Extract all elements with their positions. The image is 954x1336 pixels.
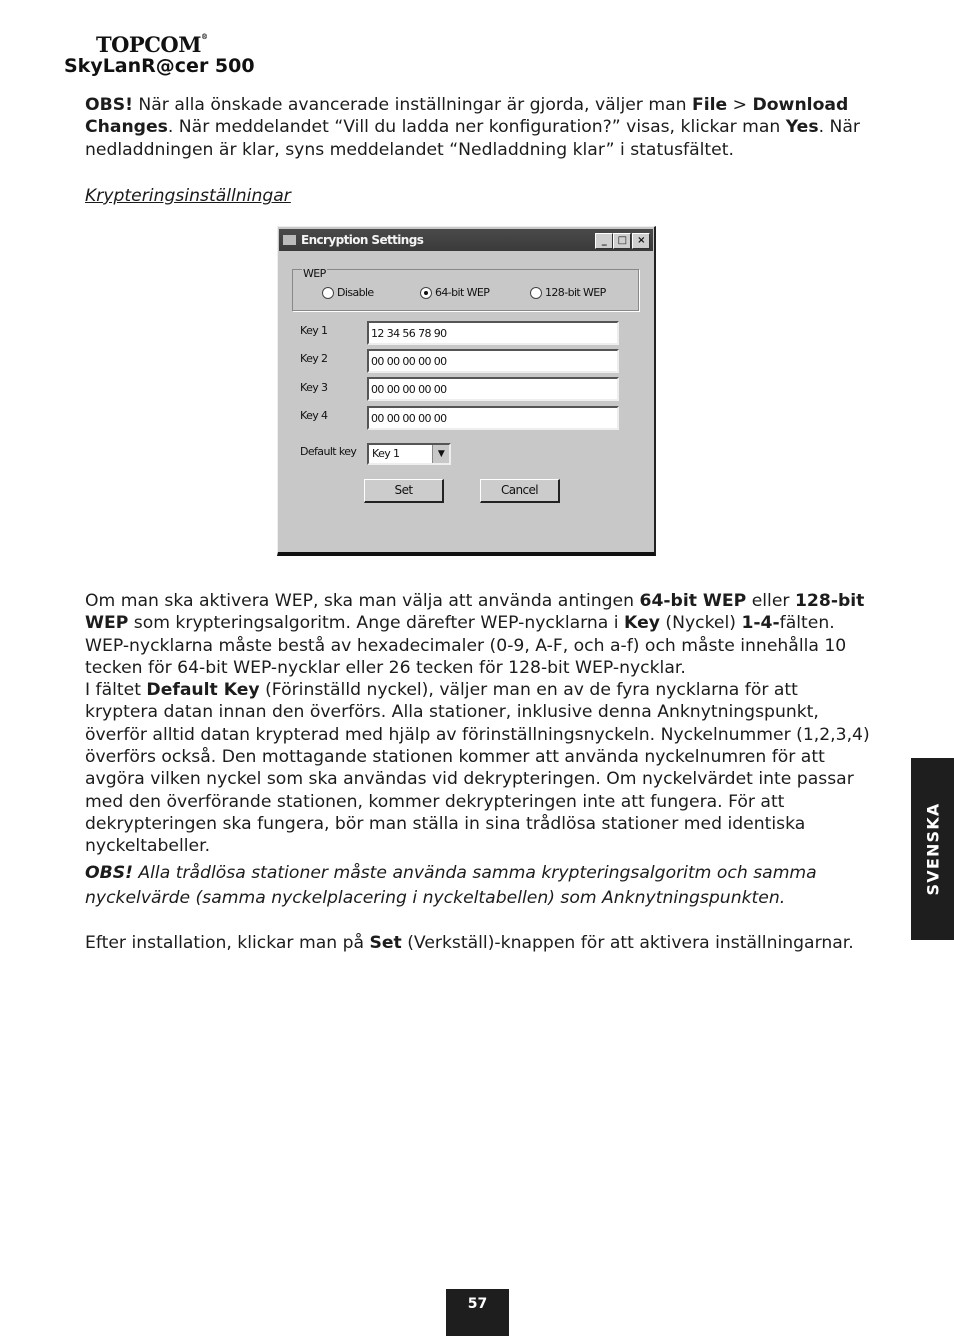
term-64bit-wep: 64-bit WEP bbox=[639, 591, 747, 611]
dialog-titlebar bbox=[279, 229, 653, 251]
key2-label: Key 2 bbox=[300, 352, 328, 365]
para1-text-6: I fältet bbox=[85, 680, 147, 701]
default-key-value: Key 1 bbox=[372, 447, 400, 460]
minimize-icon[interactable]: _ bbox=[595, 233, 613, 249]
product-name: SkyLanR@cer 500 bbox=[64, 55, 255, 77]
language-side-tab bbox=[911, 758, 954, 940]
para2-text-2: (Verkställ)-knappen för att aktivera inställningarnar. bbox=[401, 933, 854, 953]
radio-disable[interactable] bbox=[322, 286, 374, 299]
radio-selected-icon bbox=[420, 287, 432, 299]
key1-label: Key 1 bbox=[300, 324, 328, 337]
obs-label: OBS! bbox=[85, 95, 133, 115]
cancel-button[interactable]: Cancel bbox=[480, 479, 560, 503]
para1-text-3: som krypteringsalgoritm. Ange därefter WEP-nycklarna i bbox=[128, 613, 625, 634]
key4-input[interactable]: 00 00 00 00 00 bbox=[367, 406, 619, 430]
para1-text-1: Om man ska aktivera WEP, ska man välja att använda antingen bbox=[85, 591, 640, 611]
radio-128bit-wep[interactable] bbox=[530, 286, 606, 299]
brand-name: TOPCOM bbox=[96, 32, 201, 57]
page-number: 57 bbox=[446, 1289, 509, 1336]
window-menu-icon bbox=[283, 235, 296, 245]
dialog-title: Encryption Settings bbox=[301, 233, 424, 247]
radio-64bit-label: 64-bit WEP bbox=[435, 286, 490, 299]
radio-128bit-label: 128-bit WEP bbox=[545, 286, 606, 299]
radio-unselected-icon bbox=[322, 287, 334, 299]
key2-input[interactable]: 00 00 00 00 00 bbox=[367, 349, 619, 373]
set-button[interactable]: Set bbox=[364, 479, 444, 503]
file-menu-term: File bbox=[691, 95, 728, 115]
encryption-settings-dialog-screenshot bbox=[277, 226, 656, 556]
brand-registered-mark: ® bbox=[200, 32, 208, 41]
intro-text-3: . När meddelandet “Vill du ladda ner konfiguration?” visas, klickar man bbox=[167, 117, 786, 138]
intro-paragraph bbox=[85, 94, 875, 161]
default-key-label: Default key bbox=[300, 445, 357, 458]
default-key-select[interactable] bbox=[367, 443, 451, 465]
intro-text-4: . När nedladdningen är klar, syns meddelandet “Nedladdning klar” i statusfältet. bbox=[85, 117, 860, 160]
para1-text-5: fälten. WEP-nycklarna måste bestå av hexadecimaler (0-9, A-F, och a-f) och måste innehålla 10 tecken för 64-bit WEP-nycklar eller 26 tecken för 128-bit WEP-nycklar. bbox=[85, 613, 847, 678]
maximize-icon[interactable]: □ bbox=[613, 233, 631, 249]
radio-64bit-wep[interactable] bbox=[420, 286, 489, 299]
yes-term: Yes bbox=[785, 117, 819, 138]
term-default-key: Default Key bbox=[146, 680, 260, 701]
key3-label: Key 3 bbox=[300, 381, 328, 394]
term-set: Set bbox=[369, 933, 402, 953]
brand-logo bbox=[96, 32, 207, 57]
obs-note-paragraph bbox=[85, 861, 875, 910]
set-instruction-paragraph bbox=[85, 932, 875, 954]
para1-text-2: eller bbox=[746, 591, 795, 611]
key1-input[interactable]: 12 34 56 78 90 bbox=[367, 321, 619, 345]
close-icon[interactable]: × bbox=[632, 233, 650, 249]
download-changes-term: Download Changes bbox=[85, 95, 849, 138]
key3-input[interactable]: 00 00 00 00 00 bbox=[367, 377, 619, 401]
obs-note-text: Alla trådlösa stationer måste använda samma krypteringsalgoritm och samma nyckelvärde (samma nyckelplacering i nyckeltabellen) som Anknytningspunkten. bbox=[85, 863, 817, 908]
key4-label: Key 4 bbox=[300, 409, 328, 422]
wep-description-paragraph bbox=[85, 590, 875, 858]
radio-unselected-icon bbox=[530, 287, 542, 299]
intro-text-1: När alla önskade avancerade inställningar är gjorda, väljer man bbox=[132, 95, 692, 115]
term-128bit-wep: 128-bit WEP bbox=[85, 591, 865, 634]
intro-text-2: > bbox=[727, 95, 753, 115]
para1-text-4: (Nyckel) bbox=[659, 613, 742, 634]
para2-text-1: Efter installation, klickar man på bbox=[85, 933, 370, 953]
radio-disable-label: Disable bbox=[337, 286, 374, 299]
section-title: Krypteringsinställningar bbox=[85, 186, 291, 206]
language-tab-label: SVENSKA bbox=[923, 802, 942, 896]
obs-label-2: OBS! bbox=[85, 863, 133, 883]
para1-text-7: (Förinställd nyckel), väljer man en av de fyra nycklarna för att kryptera datan innan den överförs. Alla stationer, inklusive denna Anknytningspunkt, överför alltid datan krypterad med hjälp av förinställningsnyckeln. Nyckelnummer (1,2,3,4) överförs också. Den mottagande stationen kommer att använda nyckelnumren för att avgöra vilken nyckel som ska användas vid dekrypteringen. Om nyckelvärdet inte passar med den överförande stationen, kommer dekrypteringen inte att fungera. För att dekrypteringen ska fungera, bör man ställa in sina trådlösa stationer med identiska nyckeltabeller. bbox=[85, 680, 870, 857]
term-key: Key bbox=[624, 613, 660, 634]
term-1-4: 1-4- bbox=[741, 613, 780, 634]
chevron-down-icon[interactable]: ▼ bbox=[432, 445, 449, 463]
wep-group-label: WEP bbox=[303, 267, 326, 280]
